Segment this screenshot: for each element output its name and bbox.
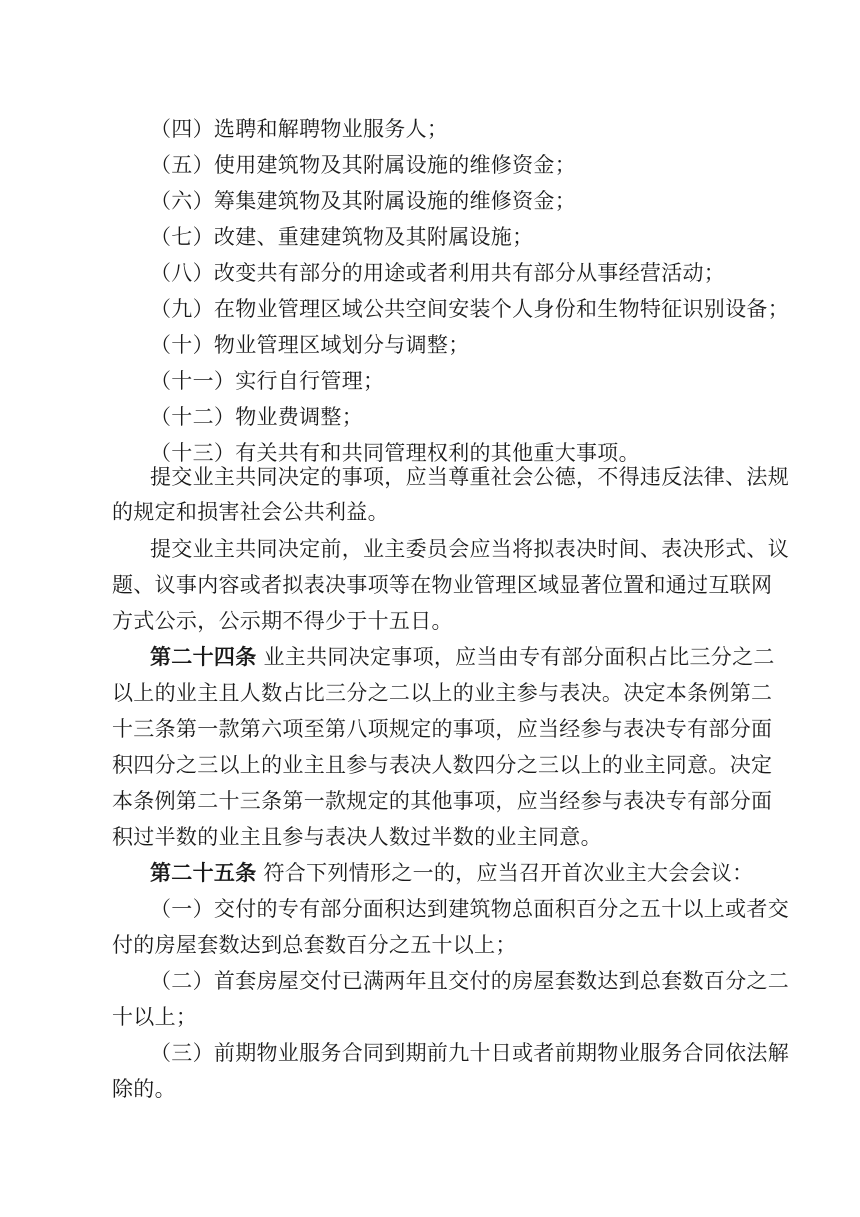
paragraph-line: 业主共同决定事项，应当由专有部分面积占比三分之二 [263, 645, 775, 669]
list-item: 付的房屋套数达到总套数百分之五十以上； [112, 933, 517, 957]
article-heading: 第二十四条 [150, 644, 257, 669]
list-item: （八）改变共有部分的用途或者利用共有部分从事经营活动； [150, 261, 726, 285]
paragraph-line: 符合下列情形之一的，应当召开首次业主大会会议： [263, 861, 754, 885]
article-24-first-line [150, 639, 775, 675]
list-item: （十三）有关共有和共同管理权利的其他重大事项。 [150, 441, 640, 465]
list-item: （一）交付的专有部分面积达到建筑物总面积百分之五十以上或者交 [150, 897, 789, 921]
list-item: （十一）实行自行管理； [150, 369, 385, 393]
paragraph-line: 以上的业主且人数占比三分之二以上的业主参与表决。决定本条例第二 [112, 681, 773, 705]
list-item: （四）选聘和解聘物业服务人； [150, 117, 449, 141]
list-item: 除的。 [112, 1077, 176, 1101]
list-item: （六）筹集建筑物及其附属设施的维修资金； [150, 189, 576, 213]
paragraph-line: 提交业主共同决定的事项，应当尊重社会公德，不得违反法律、法规 [150, 465, 789, 489]
list-item: （二）首套房屋交付已满两年且交付的房屋套数达到总套数百分之二 [150, 969, 789, 993]
paragraph-line: 十三条第一款第六项至第八项规定的事项，应当经参与表决专有部分面 [112, 717, 773, 741]
list-item: （十）物业管理区域划分与调整； [150, 333, 470, 357]
paragraph-line: 提交业主共同决定前，业主委员会应当将拟表决时间、表决形式、议 [150, 537, 789, 561]
list-item: （三）前期物业服务合同到期前九十日或者前期物业服务合同依法解 [150, 1041, 789, 1065]
paragraph-line: 方式公示，公示期不得少于十五日。 [112, 609, 453, 633]
list-item: 十以上； [112, 1005, 198, 1029]
paragraph-line: 的规定和损害社会公共利益。 [112, 500, 389, 524]
paragraph-line: 积过半数的业主且参与表决人数过半数的业主同意。 [112, 825, 602, 849]
paragraph-line: 积四分之三以上的业主且参与表决人数四分之三以上的业主同意。决定 [112, 753, 773, 777]
article-25-first-line [150, 855, 754, 891]
article-heading: 第二十五条 [150, 860, 257, 885]
list-item: （十二）物业费调整； [150, 405, 363, 429]
list-item: （五）使用建筑物及其附属设施的维修资金； [150, 153, 576, 177]
paragraph-line: 本条例第二十三条第一款规定的其他事项，应当经参与表决专有部分面 [112, 789, 773, 813]
list-item: （九）在物业管理区域公共空间安装个人身份和生物特征识别设备； [150, 297, 789, 321]
list-item: （七）改建、重建建筑物及其附属设施； [150, 225, 534, 249]
paragraph-line: 题、议事内容或者拟表决事项等在物业管理区域显著位置和通过互联网 [112, 573, 773, 597]
